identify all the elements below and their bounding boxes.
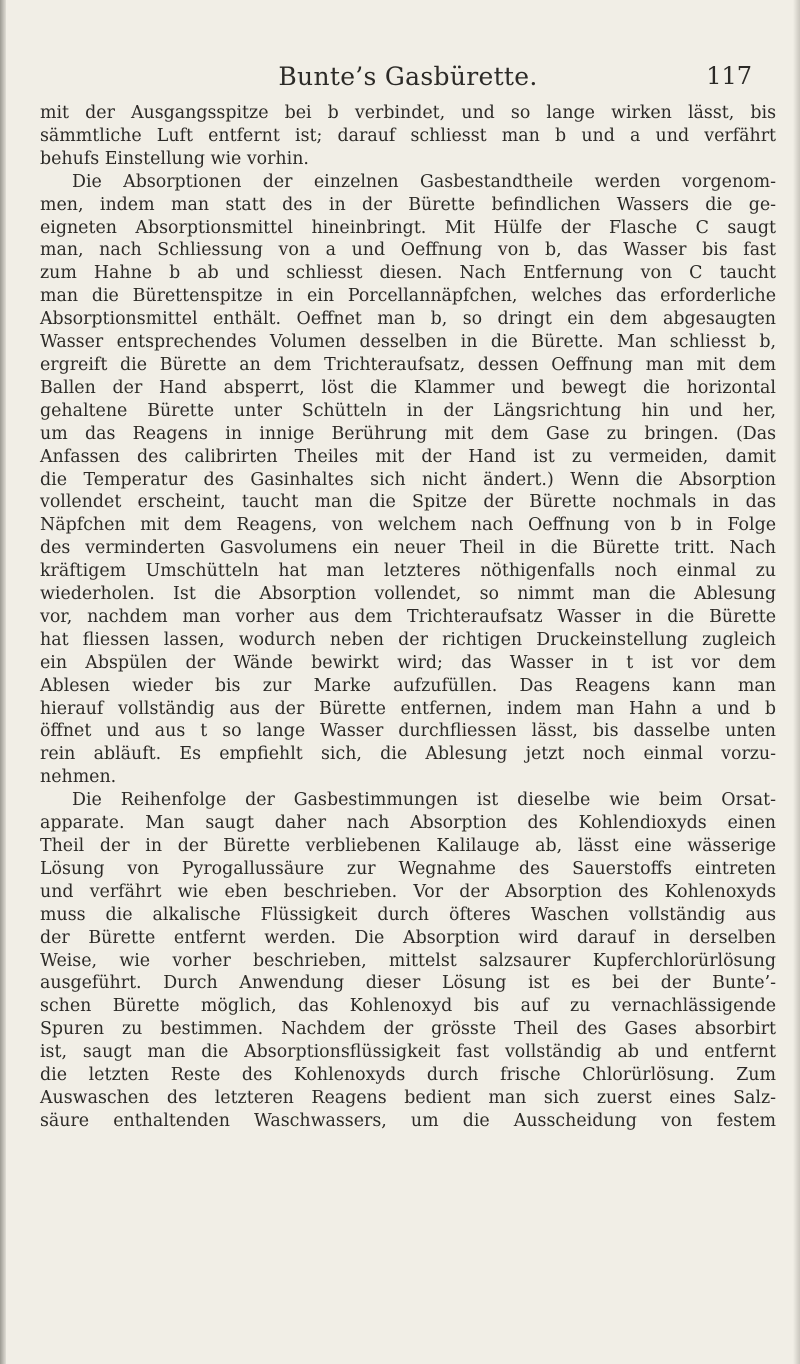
text-line: Weise, wie vorher beschrieben, mittelst salzsaurer Kupferchlorürlösung [40, 950, 776, 971]
page-header [40, 58, 776, 102]
paragraph [40, 102, 776, 171]
text-line: säure enthaltenden Waschwassers, um die Ausscheidung von festem [40, 1110, 776, 1131]
running-head: Bunte’s Gasbürette. [278, 62, 538, 91]
text-line: Wasser entsprechendes Volumen desselben in die Bürette. Man schliesst b, [40, 332, 776, 353]
text-line: eigneten Absorptionsmittel hineinbringt. Mit Hülfe der Flasche C saugt [40, 217, 776, 238]
page-shadow-left [0, 0, 6, 1364]
text-line: um das Reagens in innige Berührung mit dem Gase zu bringen. (Das [40, 423, 776, 444]
text-line: und verfährt wie eben beschrieben. Vor der Absorption des Kohlenoxyds [40, 881, 776, 902]
text-line: Ablesen wieder bis zur Marke aufzufüllen. Das Reagens kann man [40, 675, 776, 696]
text-line: Spuren zu bestimmen. Nachdem der grösste Theil des Gases absorbirt [40, 1019, 776, 1040]
text-line: der Bürette entfernt werden. Die Absorption wird darauf in derselben [40, 927, 776, 948]
text-line: Anfassen des calibrirten Theiles mit der Hand ist zu vermeiden, damit [40, 446, 776, 467]
text-line: apparate. Man saugt daher nach Absorption des Kohlendioxyds einen [40, 813, 776, 834]
text-line: Auswaschen des letzteren Reagens bedient man sich zuerst eines Salz- [40, 1087, 776, 1108]
text-line: sämmtliche Luft entfernt ist; darauf schliesst man b und a und verfährt [40, 125, 776, 146]
text-line: mit der Ausgangsspitze bei b verbindet, und so lange wirken lässt, bis [40, 103, 776, 123]
text-line: ein Abspülen der Wände bewirkt wird; das Wasser in t ist vor dem [40, 652, 776, 673]
text-line: Ballen der Hand absperrt, löst die Klammer und bewegt die horizontal [40, 377, 776, 398]
text-line: schen Bürette möglich, das Kohlenoxyd bis auf zu vernachlässigende [40, 996, 776, 1017]
text-line: nehmen. [40, 767, 117, 788]
text-line: gehaltene Bürette unter Schütteln in der Längsrichtung hin und her, [40, 400, 776, 421]
text-line: vollendet erscheint, taucht man die Spitze der Bürette nochmals in das [40, 492, 776, 513]
text-line: die letzten Reste des Kohlenoxyds durch frische Chlorürlösung. Zum [40, 1065, 776, 1086]
text-line: behufs Einstellung wie vorhin. [40, 148, 309, 169]
text-line: hat fliessen lassen, wodurch neben der richtigen Druckeinstellung zugleich [40, 629, 776, 650]
body-text [40, 102, 776, 1133]
text-line: hierauf vollständig aus der Bürette entfernen, indem man Hahn a und b [40, 698, 776, 719]
text-line: kräftigem Umschütteln hat man letzteres nöthigenfalls noch einmal zu [40, 561, 776, 582]
text-line: öffnet und aus t so lange Wasser durchfliessen lässt, bis dasselbe unten [40, 721, 776, 742]
text-line: men, indem man statt des in der Bürette befindlichen Wassers die ge- [40, 194, 776, 215]
text-line: wiederholen. Ist die Absorption vollendet, so nimmt man die Ablesung [40, 584, 776, 605]
paragraph [40, 171, 776, 789]
text-line: Näpfchen mit dem Reagens, von welchem nach Oeffnung von b in Folge [40, 515, 776, 536]
text-line: man, nach Schliessung von a und Oeffnung von b, das Wasser bis fast [40, 240, 776, 261]
text-line: Theil der in der Bürette verbliebenen Kalilauge ab, lässt eine wässerige [40, 836, 776, 856]
text-line: vor, nachdem man vorher aus dem Trichteraufsatz Wasser in die Bürette [40, 606, 776, 627]
page-number: 117 [706, 62, 752, 90]
text-line: rein abläuft. Es empfiehlt sich, die Ablesung jetzt noch einmal vorzu- [40, 744, 776, 765]
page-shadow-right [793, 0, 800, 1364]
paragraph [40, 789, 776, 1133]
text-line: man die Bürettenspitze in ein Porcellannäpfchen, welches das erforderliche [40, 286, 776, 307]
text-line: Die Absorptionen der einzelnen Gasbestandtheile werden vorgenom- [72, 171, 776, 192]
text-line: ist, saugt man die Absorptionsflüssigkeit fast vollständig ab und entfernt [40, 1042, 776, 1063]
text-line: Die Reihenfolge der Gasbestimmungen ist dieselbe wie beim Orsat- [72, 790, 776, 811]
text-line: des verminderten Gasvolumens ein neuer Theil in die Bürette tritt. Nach [40, 538, 776, 559]
text-line: muss die alkalische Flüssigkeit durch öfteres Waschen vollständig aus [40, 904, 776, 925]
text-line: zum Hahne b ab und schliesst diesen. Nach Entfernung von C taucht [40, 263, 776, 284]
text-line: Absorptionsmittel enthält. Oeffnet man b, so dringt ein dem abgesaugten [40, 309, 776, 330]
text-line: die Temperatur des Gasinhaltes sich nicht ändert.) Wenn die Absorption [40, 469, 776, 490]
text-line: ausgeführt. Durch Anwendung dieser Lösung ist es bei der Bunte’- [40, 973, 776, 994]
text-line: ergreift die Bürette an dem Trichteraufsatz, dessen Oeffnung man mit dem [40, 354, 776, 375]
text-line: Lösung von Pyrogallussäure zur Wegnahme des Sauerstoffs eintreten [40, 858, 776, 879]
book-page [40, 58, 776, 1133]
